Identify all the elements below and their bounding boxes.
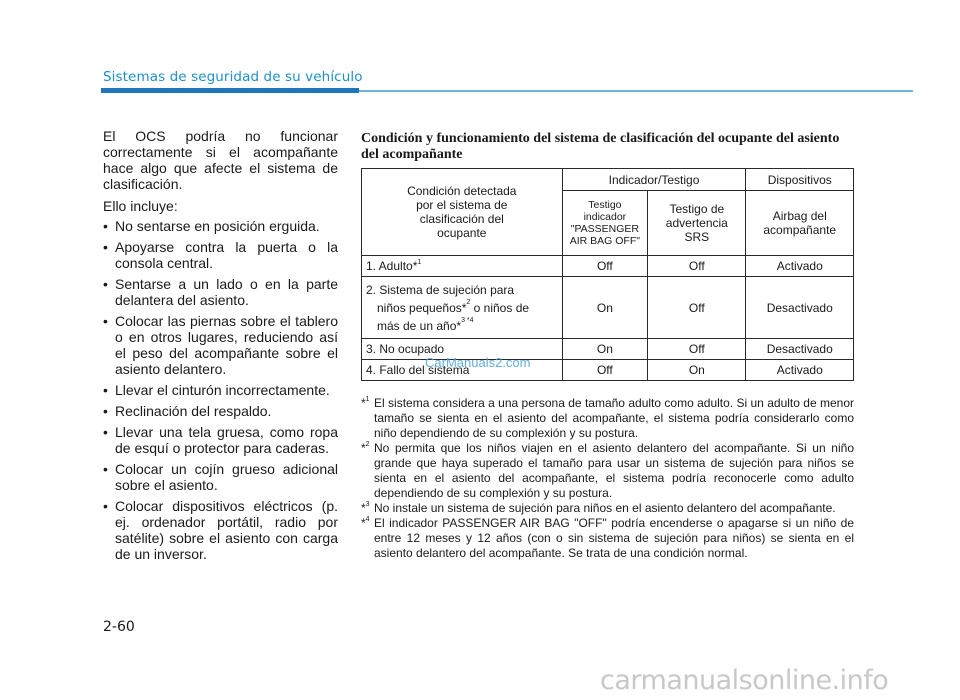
row-label: 2. Sistema de sujeción para niños pequeños*$^2$ o niños de más de un año*$^{3 *4}$ [362, 277, 563, 339]
list-item: • No sentarse en posición erguida. [103, 218, 338, 234]
condition-header: Condición detectada por el sistema de clasificación del ocupante [362, 169, 563, 256]
warning-cell: Off [648, 256, 746, 277]
list-item: • Colocar las piernas sobre el tablero o en otros lugares, reduciendo así el peso del acompañante sobre el asiento delantero. [103, 313, 338, 377]
warning-cell: On [648, 360, 746, 381]
watermark-footer: carmanualsonline.info [600, 665, 889, 696]
indicator-cell: On [562, 339, 648, 360]
indicator-group-header: Indicador/Testigo [562, 169, 746, 191]
indicator-cell: Off [562, 360, 648, 381]
left-column [103, 128, 338, 567]
devices-group-header: Dispositivos [746, 169, 854, 191]
table-row [362, 277, 854, 339]
list-item: • Llevar el cinturón incorrectamente. [103, 382, 338, 398]
watermark-mid: CarManuals2.com [425, 355, 531, 370]
warning-cell: Off [648, 339, 746, 360]
warning-header: Testigo de advertencia SRS [648, 191, 746, 256]
list-item: • Llevar una tela gruesa, como ropa de esquí o protector para caderas. [103, 424, 338, 456]
indicator-cell: Off [562, 256, 648, 277]
indicator-cell: On [562, 277, 648, 339]
includes-heading: Ello incluye: [103, 198, 178, 214]
section-title: Sistemas de seguridad de su vehículo [103, 69, 363, 85]
list-item: • Reclinación del respaldo. [103, 403, 338, 419]
list-item: • Sentarse a un lado o en la parte delantera del asiento. [103, 276, 338, 308]
list-item: • Colocar dispositivos eléctricos (p. ej. ordenador portátil, radio por satélite) sobre el asiento con carga de un inversor. [103, 498, 338, 562]
table-heading-block [361, 131, 855, 163]
warning-cell: Off [648, 277, 746, 339]
table-row [362, 256, 854, 277]
airbag-header: Airbag del acompañante [746, 191, 854, 256]
page-number: 2-60 [103, 619, 135, 635]
indicator-header: Testigo indicador "PASSENGER AIR BAG OFF" [562, 191, 648, 256]
ocs-table [361, 168, 854, 381]
airbag-cell: Activado [746, 360, 854, 381]
airbag-cell: Desactivado [746, 339, 854, 360]
table-title: Condición y funcionamiento del sistema de clasificación del ocupante del asiento del acompañante [361, 131, 840, 162]
footnote: *$^4$ El indicador PASSENGER AIR BAG "OFF" podría encenderse o apagarse si un niño de entre 12 meses y 12 años (con o sin sistema de sujeción para niños) se sienta en el asiento delantero del acompañante. Se trata de una condición normal. [361, 516, 854, 560]
footnotes [361, 396, 854, 561]
intro-paragraph: El OCS podría no funcionar correctamente si el acompañante hace algo que afecte el sistema de clasificación. [103, 128, 338, 192]
list-item: • Colocar un cojín grueso adicional sobre el asiento. [103, 461, 338, 493]
airbag-cell: Desactivado [746, 277, 854, 339]
list-item: • Apoyarse contra la puerta o la consola central. [103, 239, 338, 271]
header-bar-light [359, 90, 913, 92]
airbag-cell: Activado [746, 256, 854, 277]
header-bar-dark [101, 88, 359, 93]
row-label: 3. No ocupado [362, 339, 563, 360]
conditions-list [103, 218, 338, 562]
footnote: *$^1$ El sistema considera a una persona de tamaño adulto como adulto. Si un adulto de menor tamaño se sienta en el asiento del acompañante, el sistema podría considerarlo como niño dependiendo de su complexión y su postura. [361, 396, 854, 440]
footnote: *$^2$ No permita que los niños viajen en el asiento delantero del acompañante. Si un niño grande que haya superado el tamaño para usar un sistema de sujeción para niños se sienta en el asiento del acompañante, el sistema podría reconocerle como adulto dependiendo de su complexión y su postura. [361, 441, 854, 500]
footnote: *$^3$ No instale un sistema de sujeción para niños en el asiento delantero del acompañante. [361, 501, 836, 515]
row-label: 4. Fallo del sistema [362, 360, 563, 381]
row-label: 1. Adulto*$^1$ [362, 256, 563, 277]
